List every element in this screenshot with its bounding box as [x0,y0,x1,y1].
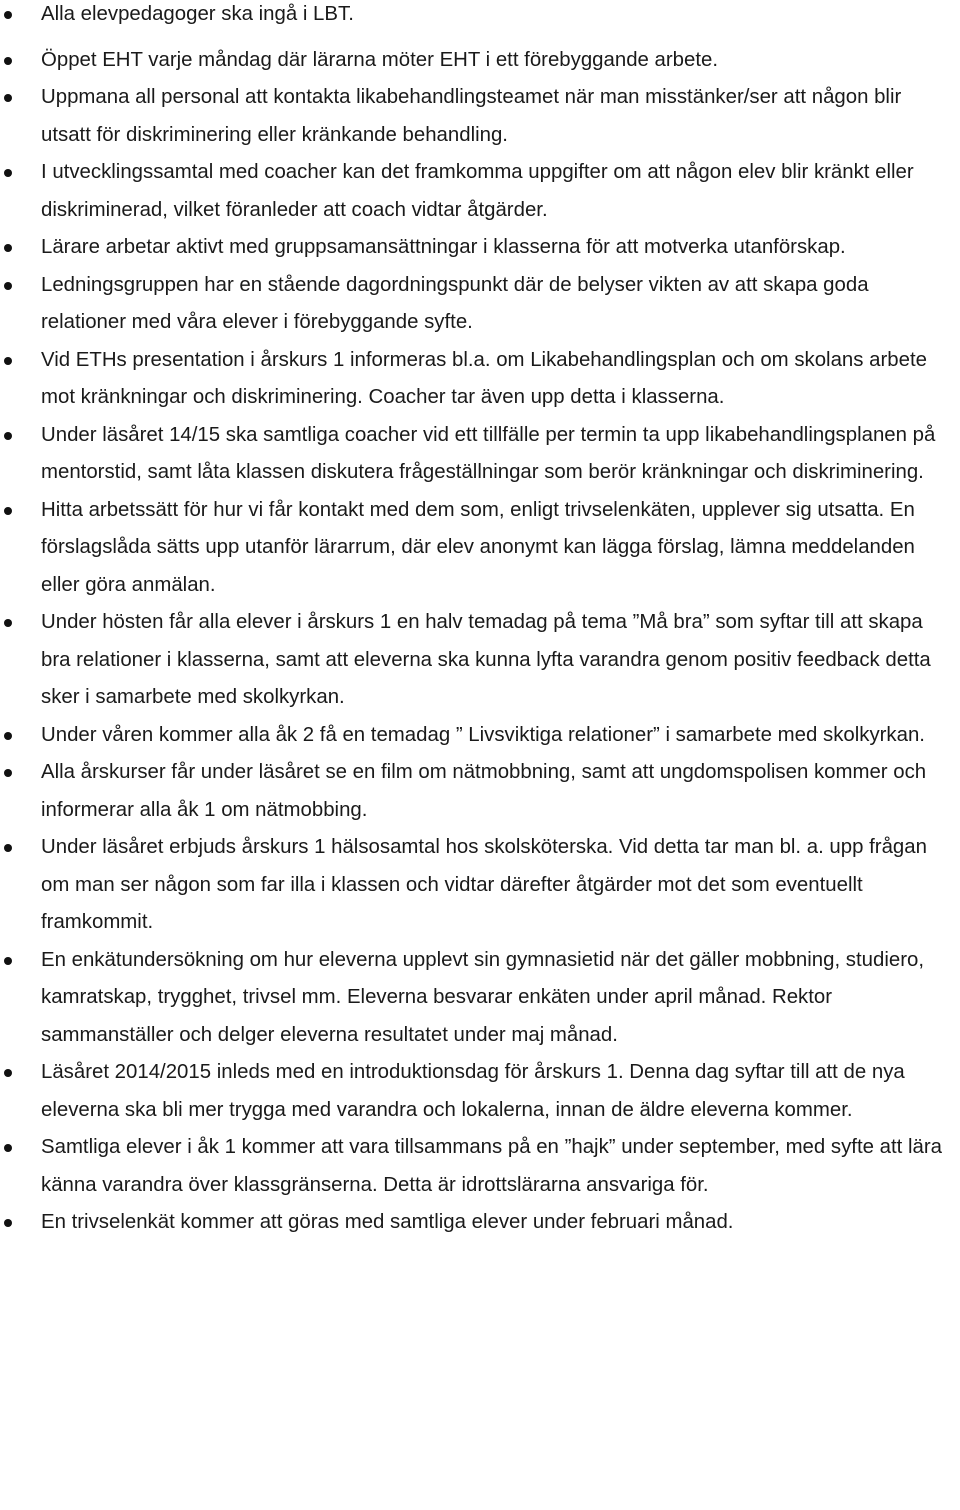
list-item-text: Öppet EHT varje måndag där lärarna möter EHT i ett förebyggande arbete. [41,48,719,71]
list-item [0,942,960,1055]
bullet-icon [4,1219,12,1227]
bullet-icon [4,57,12,65]
bullet-icon [4,432,12,440]
list-item-text: En trivselenkät kommer att göras med samtliga elever under februari månad. [41,1211,734,1233]
bullet-icon [4,169,12,177]
list-item [0,417,960,492]
list-item [0,829,960,942]
list-item-text: Samtliga elever i åk 1 kommer att vara tillsammans på en ”hajk” under september, med syfte att lära känna varandra över klassgränserna. Detta är idrottslärarna ansvariga för. [41,1136,942,1196]
bullet-icon [4,844,12,852]
list-item [0,1054,960,1129]
list-item [0,229,960,267]
bullet-icon [4,1069,12,1077]
list-item-text: Ledningsgruppen har en stående dagordningspunkt där de belyser vikten av att skapa goda relationer med våra elever i förebyggande syfte. [41,273,869,333]
list-item [0,0,960,34]
bullet-icon [4,1144,12,1152]
list-item [0,604,960,717]
list-item [0,342,960,417]
bullet-icon [4,357,12,365]
list-item-text: Vid ETHs presentation i årskurs 1 informeras bl.a. om Likabehandlingsplan och om skolans arbete mot kränkningar och diskriminering. Coacher tar även upp detta i klasserna. [41,348,927,408]
list-item [0,267,960,342]
list-item-text: Under våren kommer alla åk 2 få en temadag ” Livsviktiga relationer” i samarbete med skolkyrkan. [41,723,925,746]
bullet-icon [4,244,12,252]
list-item-text: Hitta arbetssätt för hur vi får kontakt med dem som, enligt trivselenkäten, upplever sig utsatta. En förslagslåda sätts upp utanför lärarrum, där elev anonymt kan lägga förslag, lämna meddelanden eller göra anmälan. [41,498,915,596]
bullet-icon [4,957,12,965]
list-item-text: Under läsåret erbjuds årskurs 1 hälsosamtal hos skolsköterska. Vid detta tar man bl. a. upp frågan om man ser någon som far illa i klassen och vidtar därefter åtgärder mot det som eventuellt framkommit. [41,836,927,933]
list-item-text: Läsåret 2014/2015 inleds med en introduktionsdag för årskurs 1. Denna dag syftar till att de nya eleverna ska bli mer trygga med varandra och lokalerna, innan de äldre eleverna kommer. [41,1061,905,1121]
list-item [0,492,960,605]
bullet-icon [4,94,12,102]
bullet-icon [4,507,12,515]
list-item-text: Alla årskurser får under läsåret se en film om nätmobbning, samt att ungdomspolisen kommer och informerar alla åk 1 om nätmobbing. [41,761,927,821]
list-item-text: Lärare arbetar aktivt med gruppsamansättningar i klasserna för att motverka utanförskap. [41,236,846,258]
list-item [0,154,960,229]
list-item-text: I utvecklingssamtal med coacher kan det framkomma uppgifter om att någon elev blir kränkt eller diskriminerad, vilket föranleder att coach vidtar åtgärder. [41,161,914,221]
list-item-text: Uppmana all personal att kontakta likabehandlingsteamet när man misstänker/ser att någon blir utsatt för diskriminering eller kränkande behandling. [41,86,902,146]
list-item [0,42,960,80]
list-item [0,79,960,154]
bullet-icon [4,769,12,777]
list-item-text: Under läsåret 14/15 ska samtliga coacher vid ett tillfälle per termin ta upp likabehandlingsplanen på mentorstid, samt låta klassen diskutera frågeställningar som berör kränkningar och diskriminering. [41,423,936,483]
list-item [0,717,960,755]
bullet-icon [4,282,12,290]
list-item [0,754,960,829]
list-item [0,1129,960,1204]
list-item-text: Under hösten får alla elever i årskurs 1 en halv temadag på tema ”Må bra” som syftar till att skapa bra relationer i klasserna, samt att eleverna ska kunna lyfta varandra genom positiv feedback detta sker i samarbete med skolkyrkan. [41,611,931,708]
bullet-icon [4,11,12,19]
list-item [0,1204,960,1242]
bullet-icon [4,732,12,740]
list-item-text: Alla elevpedagoger ska ingå i LBT. [41,3,354,25]
list-item-text: En enkätundersökning om hur eleverna upplevt sin gymnasietid när det gäller mobbning, studiero, kamratskap, trygghet, trivsel mm. Eleverna besvarar enkäten under april månad. Rektor sammanställer och delger eleverna resultatet under maj månad. [41,948,924,1046]
bullet-icon [4,619,12,627]
